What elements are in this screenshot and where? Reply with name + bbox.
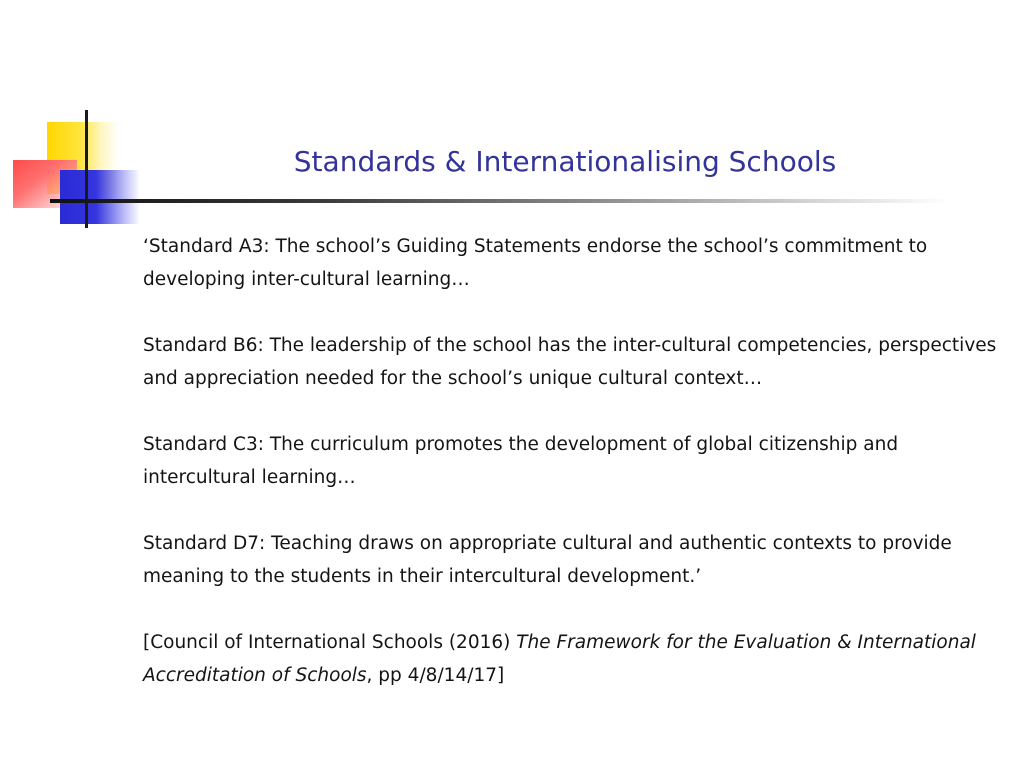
standard-b6: Standard B6: The leadership of the school has the inter-cultural competencies, perspectives and appreciation needed for the school’s unique cultural context… bbox=[143, 335, 997, 389]
standard-d7: Standard D7: Teaching draws on appropriate cultural and authentic contexts to provide meaning to the students in their intercultural development.’ bbox=[143, 533, 952, 587]
slide-title: Standards & Internationalising Schools bbox=[293, 145, 837, 178]
vertical-rule bbox=[85, 110, 88, 228]
standard-c3: Standard C3: The curriculum promotes the development of global citizenship and intercultural learning… bbox=[143, 434, 899, 488]
blue-square-decoration bbox=[60, 170, 140, 224]
citation-title: The Framework for the Evaluation & International Accreditation of Schools bbox=[143, 632, 976, 686]
citation-prefix: [Council of International Schools (2016) bbox=[143, 632, 517, 653]
citation-suffix: , pp 4/8/14/17] bbox=[366, 665, 505, 686]
horizontal-rule bbox=[50, 199, 950, 203]
standard-a3: ‘Standard A3: The school’s Guiding Statements endorse the school’s commitment to developing inter-cultural learning… bbox=[143, 236, 928, 290]
slide-body bbox=[143, 230, 1003, 692]
citation bbox=[143, 626, 1003, 692]
